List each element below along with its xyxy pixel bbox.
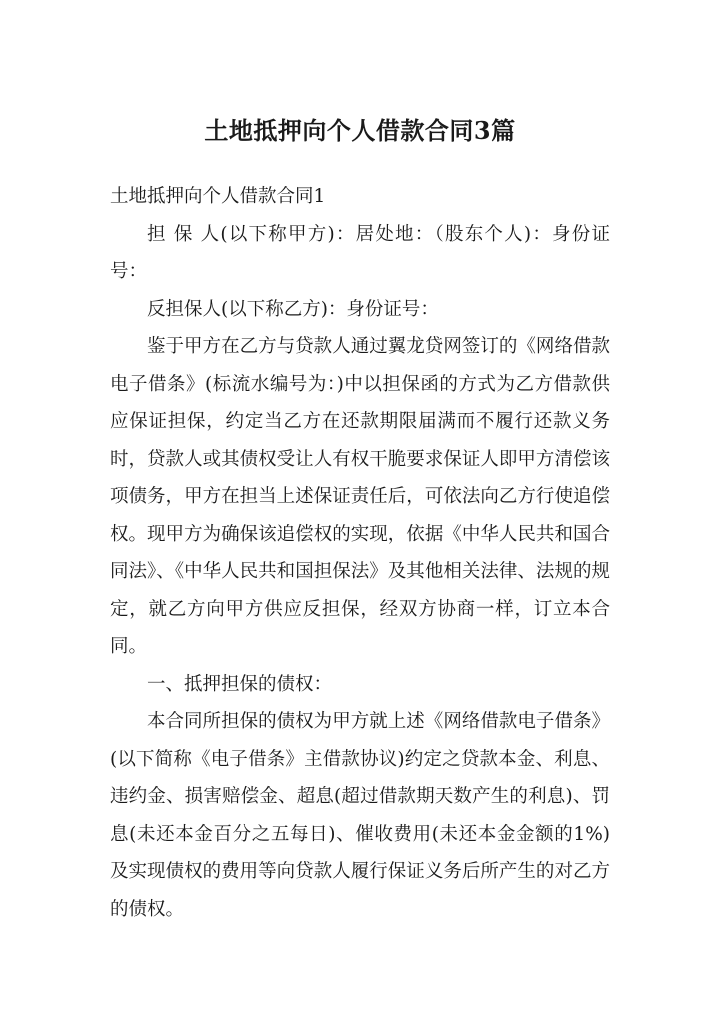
paragraph-guarantor: 担 保 人(以下称甲方)：居处地：（股东个人)：身份证号： [110,223,610,282]
document-title: 土地抵押向个人借款合同3篇 [204,116,516,145]
clause-heading: 一、抵押担保的债权： [147,673,333,695]
paragraph-secured-debt: 本合同所担保的债权为甲方就上述《网络借款电子借条》(以下简称《电子借条》主借款协议)约定之贷款本金、利息、违约金、损害赔偿金、超息(超过借款期天数产生的利息)、罚息(未还本金百分之五每日)、催收费用(未还本金金额的1%)及实现债权的费用等向贷款人履行保证义务后所产生的对乙方的债权。 [110,711,610,920]
paragraph-counter-guarantor: 反担保人(以下称乙方)：身份证号： [147,298,439,320]
section-heading: 土地抵押向个人借款合同1 [110,186,326,207]
document-body [110,178,610,928]
paragraph-recital: 鉴于甲方在乙方与贷款人通过翼龙贷网签订的《网络借款电子借条》(标流水编号为：)中以担保函的方式为乙方借款供应保证担保，约定当乙方在还款期限届满而不履行还款义务时，贷款人或其债权受让人有权干脆要求保证人即甲方清偿该项债务，甲方在担当上述保证责任后，可依法向乙方行使追偿权。现甲方为确保该追偿权的实现，依据《中华人民共和国合同法》、《中华人民共和国担保法》及其他相关法律、法规的规定，就乙方向甲方供应反担保，经双方协商一样，订立本合同。 [110,336,610,657]
